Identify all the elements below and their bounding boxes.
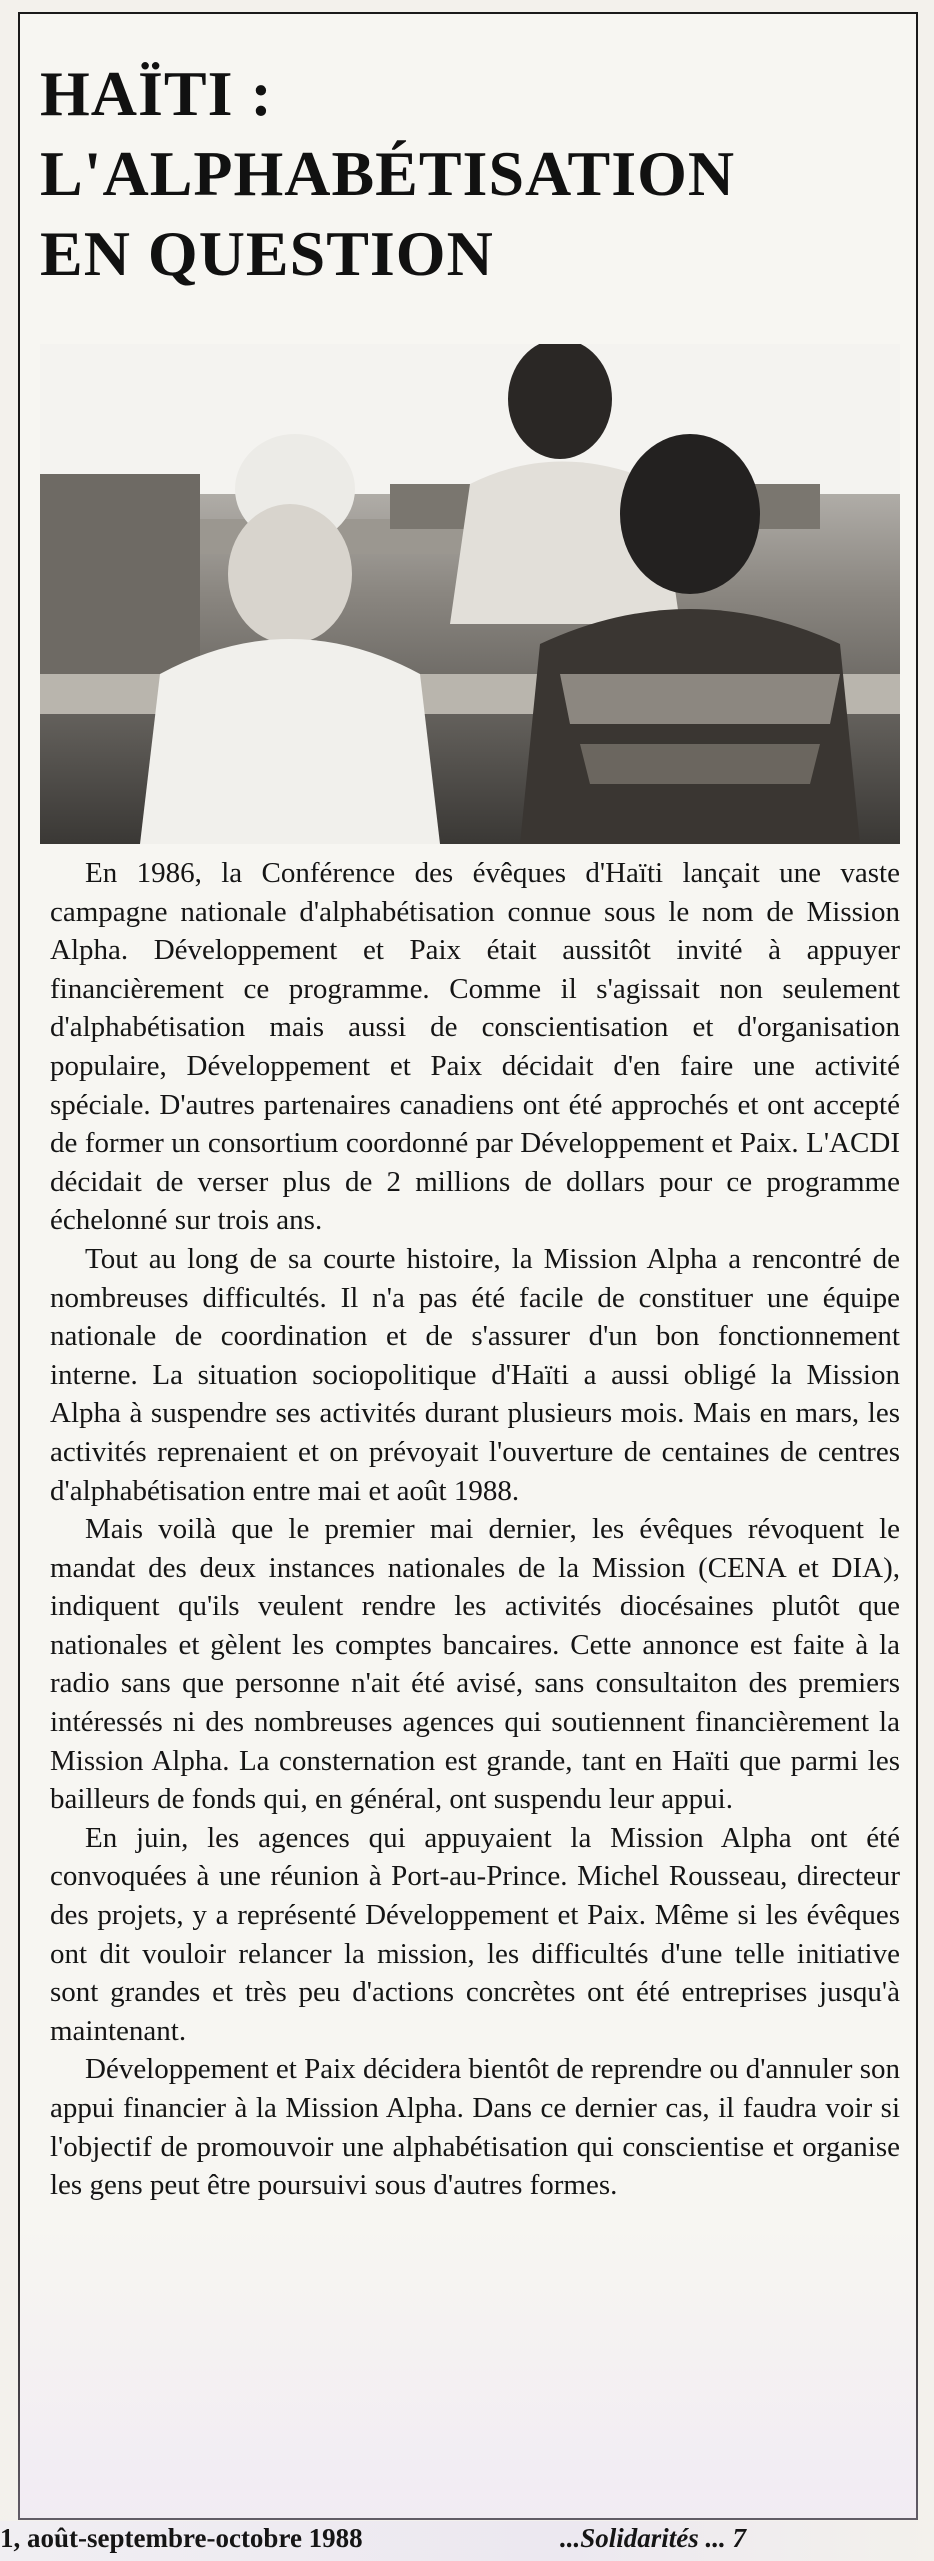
page-footer bbox=[0, 2521, 934, 2561]
newspaper-clipping bbox=[18, 12, 918, 2520]
headline-line-2: L'ALPHABÉTISATION bbox=[40, 138, 736, 209]
headline-line-3: EN QUESTION bbox=[40, 218, 494, 289]
paragraph-1: En 1986, la Conférence des évêques d'Haïti lançait une vaste campagne nationale d'alphabétisation connue sous le nom de Mission Alpha. Développement et Paix était aussitôt invité à appuyer financièrement ce programme. Comme il s'agissait non seulement d'alphabétisation mais aussi de conscientisation et d'organisation populaire, Développement et Paix décidait d'en faire une activité spéciale. D'autres partenaires canadiens ont été approchés et ont accepté de former un consortium coordonné par Développement et Paix. L'ACDI décidait de verser plus de 2 millions de dollars pour ce programme échelonné sur trois ans. bbox=[50, 857, 900, 1237]
issue-date: 1, août-septembre-octobre 1988 bbox=[0, 2523, 363, 2553]
paragraph-3: Mais voilà que le premier mai dernier, les évêques révoquent le mandat des deux instances nationales de la Mission (CENA et DIA), indiquent qu'ils veulent rendre les activités diocésaines plutôt que nationales et gèlent les comptes bancaires. Cette annonce est faite à la radio sans que personne n'ait été avisé, sans consultaiton des premiers intéressés ni des nombreuses agences qui soutiennent financièrement la Mission Alpha. La consternation est grande, tant en Haïti que parmi les bailleurs de fonds qui, en général, ont suspendu leur appui. bbox=[50, 1513, 900, 1816]
article-photo bbox=[40, 344, 900, 844]
publication-name: ...Solidarités ... 7 bbox=[560, 2523, 747, 2553]
paragraph-4: En juin, les agences qui appuyaient la Mission Alpha ont été convoquées à une réunion à Port-au-Prince. Michel Rousseau, directeur des projets, y a représenté Développement et Paix. Même si les évêques ont dit vouloir relancer la mission, les difficultés d'une telle initiative sont grandes et très peu d'actions concrètes ont été entreprises jusqu'à maintenant. bbox=[50, 1821, 900, 2047]
paragraph-5: Développement et Paix décidera bientôt de reprendre ou d'annuler son appui financier à la Mission Alpha. Dans ce dernier cas, il faudra voir si l'objectif de promouvoir une alphabétisation qui conscientise et organise les gens peut être poursuivi sous d'autres formes. bbox=[50, 2053, 900, 2202]
headline-line-1: HAÏTI : bbox=[40, 58, 273, 129]
article-body bbox=[50, 854, 900, 2205]
photo-three-people-classroom-icon bbox=[40, 344, 900, 844]
article-headline bbox=[40, 54, 900, 294]
paragraph-2: Tout au long de sa courte histoire, la Mission Alpha a rencontré de nombreuses difficultés. Il n'a pas été facile de constituer une équipe nationale de coordination et de s'assurer d'un bon fonctionnement interne. La situation sociopolitique d'Haïti a aussi obligé la Mission Alpha à suspendre ses activités durant plusieurs mois. Mais en mars, les activités reprenaient et on prévoyait l'ouverture de centaines de centres d'alphabétisation entre mai et août 1988. bbox=[50, 1242, 900, 1507]
